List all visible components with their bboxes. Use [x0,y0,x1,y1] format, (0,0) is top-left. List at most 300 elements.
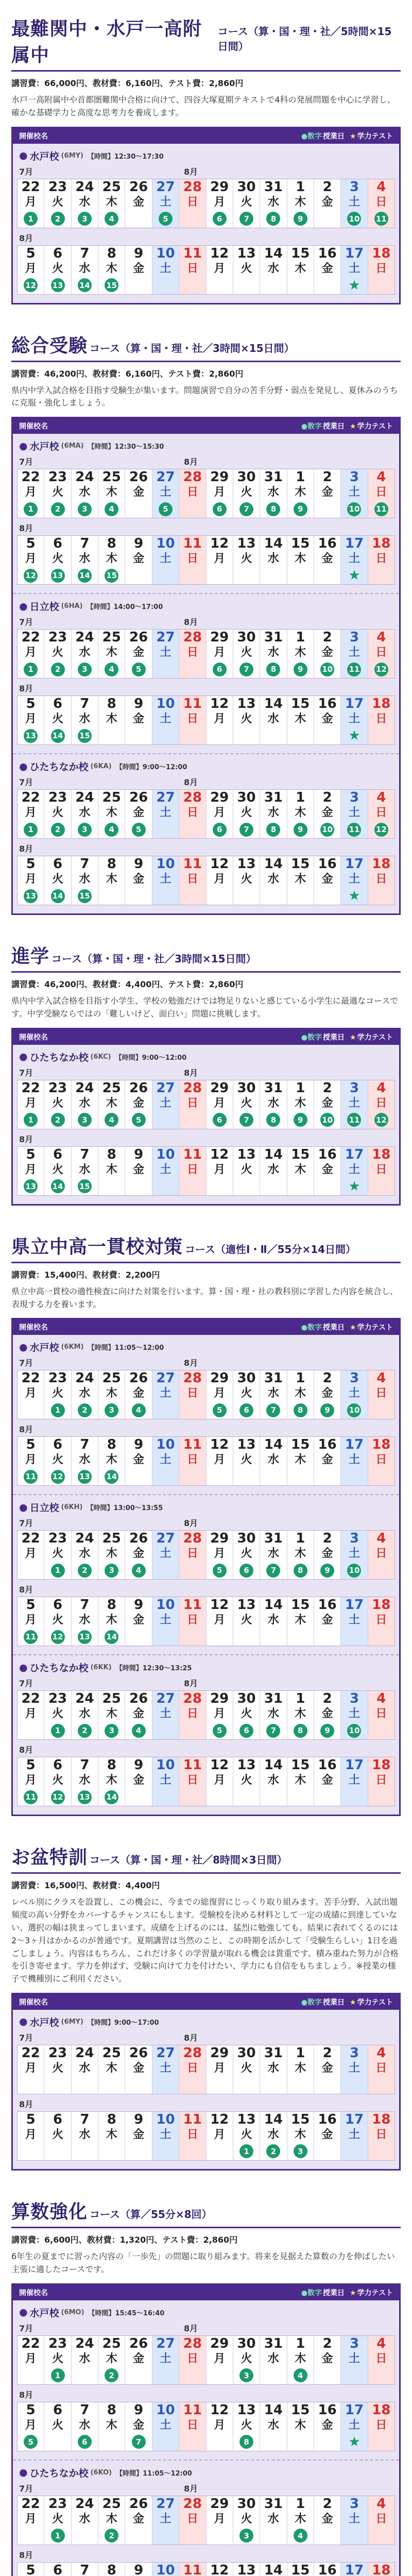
weekday-label: 土 [348,486,360,499]
day-mark [287,1468,314,1485]
day-mark [287,2527,314,2545]
campus-code: (6KC) [90,1053,111,1061]
day-mark [368,1468,394,1485]
day-mark [98,1722,125,1739]
calendar-day [179,2045,205,2094]
lesson-number: 7 [239,502,253,516]
day-number: 8 [107,1146,116,1162]
weekday-label: 月 [25,2061,37,2075]
month-label: 8月 [184,2323,198,2333]
calendar-day [314,1437,340,1485]
calendar-day [260,2045,286,2094]
day-number: 30 [237,2496,256,2512]
day-mark [98,887,125,905]
day-number: 5 [26,856,36,872]
calendar-day [206,469,233,518]
day-mark [341,2143,367,2160]
month-label: 8月 [19,233,33,243]
day-mark [314,567,340,584]
day-mark [207,1628,233,1646]
month-row [17,1584,395,1595]
weekday-label: 水 [267,873,279,886]
lesson-number: 3 [105,1724,118,1738]
day-mark [72,1468,98,1485]
day-number: 30 [237,1691,256,1707]
weekday-label: 木 [106,806,117,820]
calendar-day [125,2045,151,2094]
weekday-label: 水 [267,2512,279,2526]
weekday-label: 木 [295,1096,306,1110]
calendar-day [98,469,125,518]
weekday-label: 火 [52,1614,64,1627]
lesson-number: 5 [132,1113,146,1127]
calendar-day [179,2336,205,2384]
day-number: 2 [322,630,332,646]
weekday-label: 金 [133,195,145,209]
day-mark [287,1111,314,1129]
weekday-label: 金 [321,1387,333,1400]
day-number: 7 [80,856,90,872]
day-mark [98,2143,125,2160]
day-mark [152,500,179,518]
lesson-number: 1 [239,2144,253,2158]
day-number: 22 [21,1080,40,1096]
weekday-label: 金 [321,262,333,275]
calendar-day [233,469,260,518]
day-mark [179,500,205,518]
campus-name [19,2306,395,2319]
day-mark [98,660,125,678]
calendar-day [340,2112,367,2160]
campus-code: (6KH) [61,1503,83,1512]
campus-time: 【時間】12:30〜17:30 [87,152,164,161]
legend-lesson-mark: ●数字 [301,1324,322,1332]
calendar-day [233,1080,260,1129]
campus-name [19,599,395,613]
day-number: 4 [376,2496,386,2512]
weekday-label: 月 [214,1614,226,1627]
day-number: 11 [183,2402,202,2418]
calendar-day [233,536,260,584]
calendar-day [233,2402,260,2451]
day-number: 30 [237,1370,256,1386]
day-number: 26 [129,2335,148,2351]
calendar-week [17,2335,395,2385]
day-number: 5 [26,1437,36,1453]
weekday-label: 月 [25,873,37,886]
day-mark [368,210,394,228]
day-number: 11 [183,536,202,552]
day-number: 16 [318,696,337,712]
lesson-number: 8 [239,2435,253,2449]
day-mark [152,1468,179,1485]
legend-test: 学力テスト [357,1324,393,1332]
campus-block [13,593,399,753]
course-subtitle: コース（算／55分×8回） [90,2208,212,2221]
day-number: 4 [376,1691,386,1707]
calendar-day [71,1080,98,1129]
calendar-day [18,790,44,838]
day-number: 30 [237,469,256,485]
day-number: 25 [102,469,121,485]
day-mark [260,1468,286,1485]
weekday-label: 水 [267,1707,279,1721]
day-number: 18 [372,1146,391,1162]
weekday-label: 金 [133,1547,145,1561]
campus-block [13,1494,399,1654]
weekday-label: 月 [214,2512,226,2526]
calendar-day [179,790,205,838]
weekday-label: 金 [133,552,145,566]
lesson-number: 1 [51,1403,65,1417]
calendar-day [18,1437,44,1485]
weekday-label: 火 [241,873,252,886]
weekday-label: 木 [295,1453,306,1467]
day-number: 24 [75,1691,94,1707]
day-number: 28 [183,790,202,806]
lesson-number: 12 [51,1630,65,1644]
calendar-day [260,1597,286,1646]
day-mark [287,1178,314,1195]
lesson-number: 10 [320,823,334,837]
calendar-day [314,2563,340,2576]
day-mark [314,887,340,905]
month-label: 8月 [184,457,198,467]
day-mark [233,500,260,518]
day-mark [207,1788,233,1806]
weekday-label: 土 [160,552,171,566]
weekday-label: 月 [25,552,37,566]
day-number: 1 [296,1531,305,1547]
weekday-label: 水 [267,262,279,275]
calendar-day [179,630,205,678]
day-mark [125,1111,151,1129]
campus-time: 【時間】13:00〜13:55 [87,1504,163,1513]
calendar-day [233,1691,260,1739]
course-fees: 講習費：46,200円、教材費：4,400円、テスト費：2,860円 [11,979,244,990]
lesson-number: 1 [51,1564,65,1578]
calendar-day [98,1437,125,1485]
campus-code: (6MY) [61,2018,83,2026]
month-label: 7月 [19,777,33,788]
calendar-day [44,469,71,518]
day-number: 2 [322,2335,332,2351]
calendar-week [17,1436,395,1486]
weekday-label: 金 [321,552,333,566]
day-number: 28 [183,1531,202,1547]
weekday-label: 火 [241,552,252,566]
calendar-day [18,1757,44,1806]
bullet-icon: ● [19,1051,28,1063]
day-mark [260,660,286,678]
day-mark [207,727,233,744]
weekday-label: 水 [267,713,279,726]
calendar-day [18,2402,44,2451]
day-mark [179,567,205,584]
calendar-day [287,2112,314,2160]
day-mark [314,1788,340,1806]
weekday-label: 水 [267,1547,279,1561]
calendar-day [152,1370,179,1419]
day-mark [44,2527,71,2545]
day-mark [125,2076,151,2094]
month-label: 8月 [19,844,33,854]
weekday-label: 日 [375,1547,387,1561]
calendar-day [152,2336,179,2384]
calendar-day [44,2045,71,2094]
calendar-day [71,179,98,228]
calendar-day [314,790,340,838]
lesson-number: 10 [347,502,361,516]
calendar-day [71,2045,98,2094]
weekday-label: 火 [241,1096,252,1110]
month-label: 7月 [19,617,33,628]
day-mark [233,1562,260,1579]
calendar-day [125,246,151,294]
schedule-header [13,2285,399,2300]
day-mark [152,887,179,905]
calendar-week [17,2496,395,2545]
day-number: 25 [102,1370,121,1386]
calendar-day [18,696,44,744]
calendar-day [152,790,179,838]
day-mark [287,1722,314,1739]
weekday-label: 木 [106,1614,117,1627]
month-label: 8月 [19,684,33,694]
day-number: 28 [183,2335,202,2351]
day-mark [368,277,394,294]
calendar-day [18,2045,44,2094]
lesson-number: 2 [78,1724,92,1738]
calendar-day [287,790,314,838]
lesson-number: 3 [105,1403,118,1417]
calendar-day [260,1691,286,1739]
day-mark [179,210,205,228]
calendar-day [44,1757,71,1806]
legend-lesson-mark: ●数字 [301,422,322,431]
weekday-label: 金 [133,873,145,886]
day-number: 9 [134,1146,144,1162]
calendar-day [152,2045,179,2094]
calendar-day [206,856,233,905]
weekday-label: 日 [186,486,198,499]
day-mark [207,821,233,838]
lesson-number: 5 [24,2435,38,2449]
calendar-day [206,1147,233,1195]
day-number: 3 [349,469,359,485]
weekday-label: 日 [186,262,198,275]
day-mark [18,1178,44,1195]
day-mark [44,1468,71,1485]
lesson-number: 6 [213,663,227,676]
calendar-day [18,179,44,228]
day-mark [368,660,394,678]
lesson-number: 1 [24,212,38,226]
lesson-number: 1 [24,823,38,837]
legend-test: 学力テスト [357,1998,393,2007]
lesson-number: 9 [294,1113,307,1127]
lesson-number: 5 [213,1564,227,1578]
calendar-day [18,246,44,294]
calendar-day [206,2563,233,2576]
calendar-day [179,179,205,228]
weekday-label: 日 [186,873,198,886]
weekday-label: 火 [52,713,64,726]
day-mark [287,821,314,838]
day-number: 2 [322,1691,332,1707]
weekday-label: 月 [25,2418,37,2432]
day-mark [287,2367,314,2384]
day-number: 15 [291,2111,310,2127]
weekday-label: 土 [160,2418,171,2432]
calendar-day [206,1370,233,1419]
day-mark [287,210,314,228]
schedule-box [11,1318,401,1816]
day-mark [207,2367,233,2384]
weekday-label: 日 [375,1387,387,1400]
month-row [17,522,395,534]
calendar-day [287,1147,314,1195]
lesson-number: 3 [239,2368,253,2382]
day-mark [368,1722,394,1739]
day-mark [341,2076,367,2094]
calendar-day [287,1597,314,1646]
weekday-label: 水 [267,1096,279,1110]
day-number: 18 [372,2402,391,2418]
month-label: 8月 [184,1067,198,1078]
weekday-label: 金 [133,1387,145,1400]
calendar-day [340,1691,367,1739]
calendar-day [44,1080,71,1129]
day-mark [18,1788,44,1806]
day-mark [341,1722,367,1739]
weekday-label: 木 [295,1614,306,1627]
day-number: 28 [183,2496,202,2512]
calendar-day [368,2045,394,2094]
weekday-label: 金 [321,713,333,726]
day-mark [152,1722,179,1739]
weekday-label: 土 [160,713,171,726]
day-mark [207,2143,233,2160]
day-mark [72,2367,98,2384]
course-title [11,2197,401,2228]
day-number: 10 [156,856,175,872]
calendar-day [18,1370,44,1419]
calendar-day [179,246,205,294]
month-label: 7月 [19,1358,33,1368]
weekday-label: 火 [52,262,64,275]
day-number: 3 [349,790,359,806]
lesson-number: 13 [24,729,38,743]
day-number: 31 [264,2496,283,2512]
day-number: 8 [107,2562,116,2576]
bullet-icon: ● [19,1662,28,1673]
calendar-day [206,2045,233,2094]
day-mark [260,2143,286,2160]
weekday-label: 火 [241,806,252,820]
day-mark [260,500,286,518]
lesson-number: 2 [105,2529,118,2543]
schedule-header-label: 開催校名 [19,1033,48,1042]
day-mark [44,1722,71,1739]
calendar-day [206,246,233,294]
day-mark [18,1401,44,1419]
legend-test-mark: ★ [349,1033,356,1042]
campus-time: 【時間】11:05〜12:00 [88,1344,164,1352]
schedule-header-label: 開催校名 [19,2289,48,2297]
weekday-label: 土 [348,713,360,726]
day-number: 12 [210,1437,229,1453]
day-number: 23 [48,1531,67,1547]
calendar-day [179,2496,205,2545]
calendar-day [179,1531,205,1579]
lesson-number: 3 [78,663,92,676]
day-mark [179,1788,205,1806]
day-mark [287,1628,314,1646]
day-mark [233,1788,260,1806]
day-mark [179,887,205,905]
month-row [17,2098,395,2110]
weekday-label: 火 [52,1387,64,1400]
calendar-day [260,696,286,744]
day-mark [18,1628,44,1646]
weekday-label: 火 [241,646,252,659]
day-number: 7 [80,1437,90,1453]
calendar-day [233,2112,260,2160]
calendar-day [233,2045,260,2094]
day-mark [98,2527,125,2545]
weekday-label: 日 [186,2352,198,2365]
calendar-day [233,2563,260,2576]
calendar-day [18,1597,44,1646]
calendar-day [98,1691,125,1739]
lesson-number: 8 [266,823,280,837]
calendar-day [179,469,205,518]
weekday-label: 火 [241,1774,252,1787]
weekday-label: 水 [79,873,91,886]
day-number: 14 [264,1757,283,1773]
day-mark [233,2367,260,2384]
day-number: 28 [183,179,202,195]
weekday-label: 土 [348,1707,360,1721]
day-number: 17 [345,1757,364,1773]
day-number: 24 [75,790,94,806]
calendar-day [71,696,98,744]
day-mark [18,210,44,228]
weekday-label: 金 [133,1453,145,1467]
weekday-label: 日 [186,1614,198,1627]
calendar-day [368,2402,394,2451]
calendar-day [44,2563,71,2576]
calendar-day [71,856,98,905]
day-number: 11 [183,1597,202,1613]
day-mark [368,1111,394,1129]
schedule-box [11,1028,401,1206]
schedule-header [13,1029,399,1045]
lesson-number: 9 [294,502,307,516]
day-mark [72,2527,98,2545]
lesson-number: 8 [266,1113,280,1127]
course-title [11,14,401,72]
weekday-label: 金 [133,2352,145,2365]
course-fees: 講習費：15,400円、教材費：2,200円 [11,1269,160,1280]
day-number: 12 [210,1146,229,1162]
calendar-day [287,179,314,228]
weekday-label: 水 [79,1096,91,1110]
day-mark [233,727,260,744]
lesson-number: 8 [294,1564,307,1578]
calendar-day [233,1597,260,1646]
